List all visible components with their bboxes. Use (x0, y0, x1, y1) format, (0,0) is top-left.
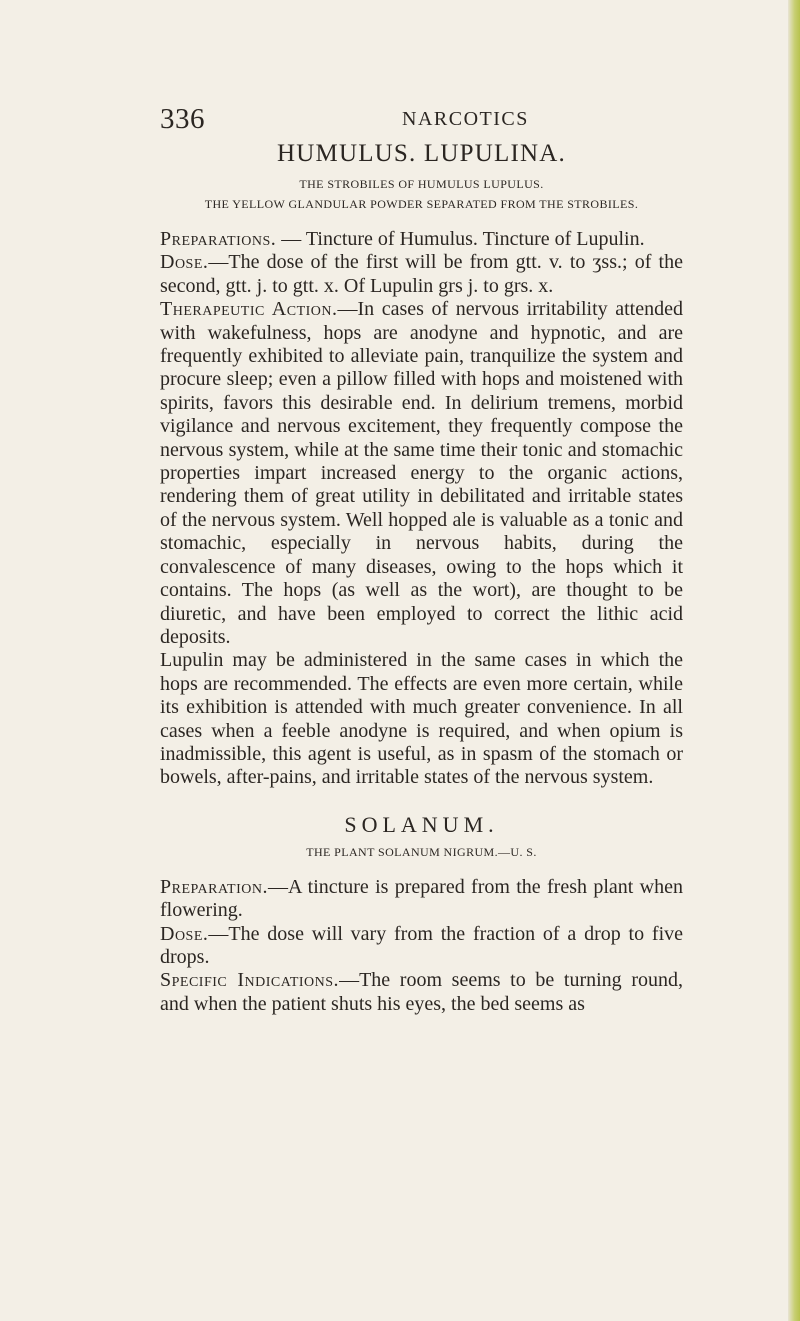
preparations-text: — Tincture of Humulus. Tincture of Lupulin. (276, 228, 645, 250)
specific-indications-label: Specific Indications. (160, 969, 340, 992)
page-number: 336 (160, 103, 205, 135)
solanum-preparation (160, 876, 683, 923)
humulus-subtitle-1: THE STROBILES OF HUMULUS LUPULUS. (299, 177, 544, 191)
solanum-subtitle: THE PLANT SOLANUM NIGRUM.—U. S. (306, 844, 537, 859)
running-head: NARCOTICS (402, 108, 529, 130)
humulus-preparations (160, 228, 683, 251)
humulus-subtitle-2: THE YELLOW GLANDULAR POWDER SEPARATED FROM THE STROBILES. (204, 197, 639, 211)
page-body (160, 140, 683, 1016)
page-header (160, 103, 680, 143)
humulus-dose (160, 251, 683, 298)
solanum-dose (160, 923, 683, 970)
therapeutic-action-text: —In cases of nervous irritability attended with wakefulness, hops are anodyne and hypnotic, and are frequently exhibited to alleviate pain, tranquilize the system and procure sleep; even a pillow filled with hops and moistened with spirits, favors this desirable end. In delirium tremens, morbid vigilance and nervous excitement, they frequently compose the nervous system, while at the same time their tonic and stomachic properties impart increased energy to the organic actions, rendering them of great utility in debilitated and irritable states of the nervous system. Well hopped ale is valuable as a tonic and stomachic, especially in nervous habits, during the convalescence of many diseases, owing to the hops which it contains. The hops (as well as the wort), are thought to be diuretic, and have been employed to correct the lithic acid deposits. (160, 298, 683, 648)
lupulin-paragraph: Lupulin may be administered in the same cases in which the hops are recommended. The effects are even more certain, while its exhibition is attended with much greater convenience. In all cases when a feeble anodyne is required, and when opium is inadmissible, this agent is useful, as in spasm of the stomach or bowels, after-pains, and irritable states of the nervous system. (160, 649, 683, 789)
preparations-label: Preparations. (160, 228, 277, 250)
specific-indications-text: —The room seems to be turning round, and when the patient shuts his eyes, the bed seems as (160, 969, 683, 1015)
humulus-therapeutic-action (160, 298, 683, 649)
solanum-specific-indications (160, 969, 683, 1016)
dose-text: —The dose of the first will be from gtt. v. to ʒss.; of the second, gtt. j. to gtt. x. Of Lupulin grs j. to grs. x. (160, 251, 683, 297)
solanum-dose-label: Dose. (160, 922, 209, 945)
humulus-title: HUMULUS. LUPULINA. (277, 140, 566, 167)
solanum-dose-text: —The dose will vary from the fraction of a drop to five drops. (160, 922, 683, 968)
preparation-label: Preparation. (160, 875, 268, 898)
preparation-text: —A tincture is prepared from the fresh plant when flowering. (160, 875, 683, 922)
solanum-title: SOLANUM. (344, 811, 499, 837)
page-edge (788, 0, 800, 1321)
therapeutic-action-label: Therapeutic Action. (160, 298, 338, 321)
dose-label: Dose. (160, 251, 209, 274)
